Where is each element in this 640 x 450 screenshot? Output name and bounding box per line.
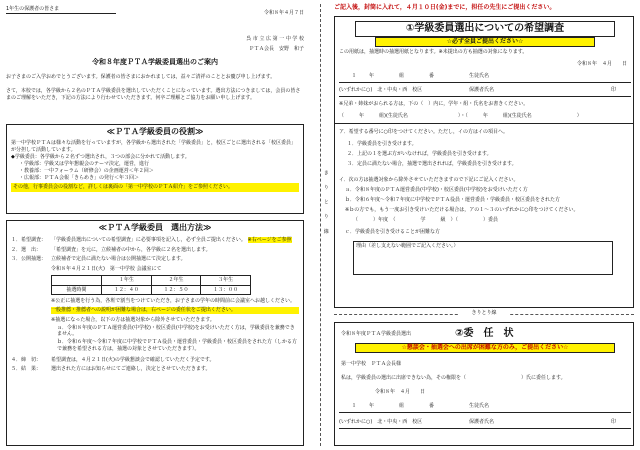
step-1-text xyxy=(51,237,299,244)
option-1[interactable]: １．学級委員を引き受けます。 xyxy=(347,141,417,147)
step-3-text: 立候補者で定員に満たない場合は公開抽選にて決定します。 xyxy=(51,256,186,263)
role-culture-dept: ・教養部：一中フォーラム（研修会）の企画運営＜年２回＞ xyxy=(19,167,154,174)
right-page xyxy=(334,4,634,446)
step-2-text: 「希望調査」を元に，立候補者の中から，各学級に２名を選出します。 xyxy=(51,246,211,253)
step-5 xyxy=(11,366,299,373)
step-1-highlight: ※右ページをご参照 xyxy=(247,236,292,243)
role-pr-dept: ・広報部：ＰＴＡ会報「きらめき」の発行＜年３回＞ xyxy=(19,174,140,181)
proxy-recipient: 第一中学校 ＰＴＡ会長様 xyxy=(341,361,402,367)
lottery-header-blank xyxy=(52,275,102,285)
proxy-number-label: 番 xyxy=(429,403,435,409)
survey-warning: この用紙は，抽選時の抽選用紙となります。※未提出の方も抽選の対象になります。 xyxy=(339,49,528,55)
left-page xyxy=(6,6,304,446)
step-5-label: 結 果： xyxy=(21,366,42,373)
option-3[interactable]: ３．定員に満たない場合，抽選で選出されれば，学級委員を引き受けます。 xyxy=(347,161,517,167)
lottery-header-grade1: １年生 xyxy=(102,275,152,285)
step-2 xyxy=(11,247,299,254)
role-class-dept: ・学級部：学級又は学年懇親会のテーマ決定，運営，進行 xyxy=(19,161,150,168)
proxy-student-name-label: 生徒氏名 xyxy=(469,403,490,409)
survey-siblings-row: （ 年 組)(生徒氏名 ）・（ 年 組)(生徒氏名 ） xyxy=(339,113,582,119)
lottery-note: ※公正に抽選を行う為，各班で割当をつけていただき，お子さまの学年の時間前に会議室へお越しください。 xyxy=(51,298,295,305)
question-i: イ．次の方は抽選対象から除外させていただきますので下記にご記入ください。 xyxy=(339,177,519,183)
step-4 xyxy=(11,357,299,364)
lottery-time-grade1: １２：４０ xyxy=(102,285,152,295)
lottery-proxy-note: 一般推薦・推薦者への説明が困難な場合は，右ページの委任状をご提出ください。 xyxy=(51,307,299,314)
role-class-committee: ◆学級委員：各学級から２名ずつ選出され，３つの部会に分かれて活動します。 xyxy=(11,154,190,161)
step-3-num: ３． xyxy=(11,256,22,263)
survey-siblings-note: ※兄弟・姉妹がおられる方は，下の（ ）内に，学年・組・氏名をお書きください。 xyxy=(339,101,529,107)
lottery-header-grade2: ２年生 xyxy=(151,275,201,285)
proxy-student-row xyxy=(339,403,631,413)
school-name: 呉 市 立 広 第 一 中 学 校 xyxy=(246,36,304,42)
step-1-label: 希望調査： xyxy=(21,236,47,243)
survey-grade-value: １ xyxy=(351,73,357,79)
proxy-banner: ☆懇談会・抽選会への出席が困難な方のみ，ご提出ください☆ xyxy=(355,343,615,353)
step-2-num: ２． xyxy=(11,246,22,253)
proxy-district: (いずれかに○) 北・中央・西 校区 xyxy=(339,419,423,425)
proxy-guardian-label: 保護者氏名 xyxy=(469,419,495,425)
survey-grade-label: 年 xyxy=(369,73,375,79)
survey-date: 令和８年 ４月 日 xyxy=(576,61,627,67)
proxy-guardian-row xyxy=(339,419,631,429)
survey-divider xyxy=(335,123,633,124)
survey-district: (いずれかに○) 北・中央・西 校区 xyxy=(339,87,423,93)
survey-title: ①学級委員選出についての希望調査 xyxy=(355,21,615,37)
role-box xyxy=(6,124,304,214)
survey-number-label: 番 xyxy=(429,73,435,79)
submission-note: ご記入後，封筒に入れて，４月１０日(金)までに，担任の先生にご提出ください。 xyxy=(334,4,556,11)
page-title: 令和８年度ＰＴＡ学級委員選出のご案内 xyxy=(92,58,218,66)
proxy-grade-label: 年 xyxy=(369,403,375,409)
horizontal-cut-label: きりとり線 xyxy=(459,310,509,317)
reason-label: 理由（差し支えない範囲でご記入ください。） xyxy=(356,243,459,249)
exemption-a: ａ．令和８年度のＰＴＡ運営委員(中学校)・校区委員(中学校)をお受けいただく方は，学級委員を兼務できません。 xyxy=(57,324,295,338)
lottery-time-grade2: １２：５０ xyxy=(151,285,201,295)
proxy-title: ②委 任 状 xyxy=(455,328,514,339)
pta-president: ＰＴＡ会長 安野 和子 xyxy=(248,46,304,52)
survey-student-row xyxy=(339,73,631,83)
exemption-b: ｂ．令和６年度～令和７年度に中学校でＰＴＡ役員・運営委員・学級委員・校区委員をされた方（しかる方で兼務を希望される方は，抽選の対象とさせていただきます）。 xyxy=(57,339,298,352)
survey-must-banner: ☆必ず全員ご提出ください☆ xyxy=(375,37,595,47)
step-5-num: ５． xyxy=(11,366,22,373)
role-title: ≪ＰＴＡ学級委員の役割≫ xyxy=(106,127,204,136)
proxy-seal: 印 xyxy=(611,419,617,425)
step-3 xyxy=(11,256,299,263)
exemption-option-c[interactable]: ｃ．学級委員を引き受けることが困難な方 xyxy=(345,229,441,235)
lottery-time-grade3: １３：００ xyxy=(201,285,251,295)
lottery-table xyxy=(51,275,251,296)
method-box xyxy=(6,220,304,446)
center-cut-label: き り と り 線 xyxy=(322,170,329,238)
survey-form xyxy=(334,16,634,308)
proxy-class-label: 組 xyxy=(399,403,405,409)
proxy-header: 令和８年度ＰＴＡ学級委員選出 xyxy=(341,331,412,337)
proxy-form xyxy=(334,322,634,446)
issue-date: 令和８年４月７日 xyxy=(263,10,304,16)
survey-student-name-label: 生徒氏名 xyxy=(469,73,490,79)
role-note: その他，行事委員会の役割など，詳しくは裏面の「第一中学校のＰＴＡ紹介」をご参照ください。 xyxy=(11,183,299,192)
option-2[interactable]: ２．上記の１を選ぶ方がいなければ，学級委員を引き受けます。 xyxy=(347,151,492,157)
exemption-b-note: ※ｂの方でも，もう一度お引き受けいただける場合は，アの１～３のいずれかに○印をつけてください。 xyxy=(345,207,579,213)
center-cut-line xyxy=(320,4,321,446)
reason-box[interactable] xyxy=(353,241,613,275)
step-5-text: 選出された方にはお知らせにてご連絡し，決定とさせていただきます。 xyxy=(51,366,211,373)
role-description: 第一中学校ＰＴＡは様々な活動を行っていますが，各学級から選出された「学級委員」と，校区ごとに選出される「校区委員」が分担して活動しています。 xyxy=(11,139,297,153)
lottery-date: 令和８年４月２１日(火) 第一中学校 会議室にて xyxy=(51,266,162,273)
intro-paragraph-1: お子さまのご入学おめでとうございます。保護者の皆さまにおかれましては，益々ご清祥のこととお慶び申し上げます。 xyxy=(6,74,276,80)
exemption-option-a[interactable]: ａ．令和８年度のＰＴＡ運営委員(中学校)・校区委員(中学校)をお受けいただく方 xyxy=(345,187,528,193)
step-4-text: 希望調査は，４月２１日(火)の学級懇談会で確認していただく予定です。 xyxy=(51,356,215,363)
intro-paragraph-2: さて，本校では，各学級から２名のＰＴＡ学級委員を選出していただくことになっています。選出方法につきましては，会員の皆さまのご理解をいただき，下記の方法により行わせていただきます。何卒ご理解とご協力をお願い申し上げます。 xyxy=(6,88,301,101)
proxy-grade-value: １ xyxy=(351,403,357,409)
proxy-text: 私は，学級委員の選出に出席できない為，その権限を（ ）氏に委任します。 xyxy=(341,375,566,381)
step-1-body: 「学級委員選出についての希望調査」に必要事項を記入し，必ず全員ご提出ください。 xyxy=(51,236,246,243)
exemption-option-b[interactable]: ｂ．令和６年度～令和７年度に中学校でＰＴＡ役員・運営委員・学級委員・校区委員をされた方 xyxy=(345,197,561,203)
lottery-header-grade3: ３年生 xyxy=(201,275,251,285)
question-a: ア．希望する番号に○印をつけてください。ただし，イの方はイの項目へ。 xyxy=(339,129,508,135)
survey-class-label: 組 xyxy=(399,73,405,79)
step-1-num: １． xyxy=(11,236,22,243)
year-fill-row: （ ）年度 （ 学 級 ）（ ）委員 xyxy=(353,217,499,223)
step-2-label: 選 出： xyxy=(21,246,42,253)
step-1 xyxy=(11,237,299,244)
step-4-num: ４． xyxy=(11,356,22,363)
recipient-line: 1年生の保護者の皆さま xyxy=(6,6,116,14)
exemption-title: ※抽選になった場合，以下の方は抽選対象から除外させていただきます。 xyxy=(51,316,215,323)
step-3-label: 公開抽選： xyxy=(21,256,47,263)
survey-guardian-row xyxy=(339,87,631,97)
step-4-label: 締 切： xyxy=(21,356,42,363)
survey-seal: 印 xyxy=(611,87,617,93)
lottery-row-label: 抽選時間 xyxy=(52,285,102,295)
survey-guardian-label: 保護者氏名 xyxy=(469,87,495,93)
method-title: ≪ＰＴＡ学級委員 選出方法≫ xyxy=(98,223,212,232)
proxy-date: 令和８年 ４月 日 xyxy=(375,389,426,395)
